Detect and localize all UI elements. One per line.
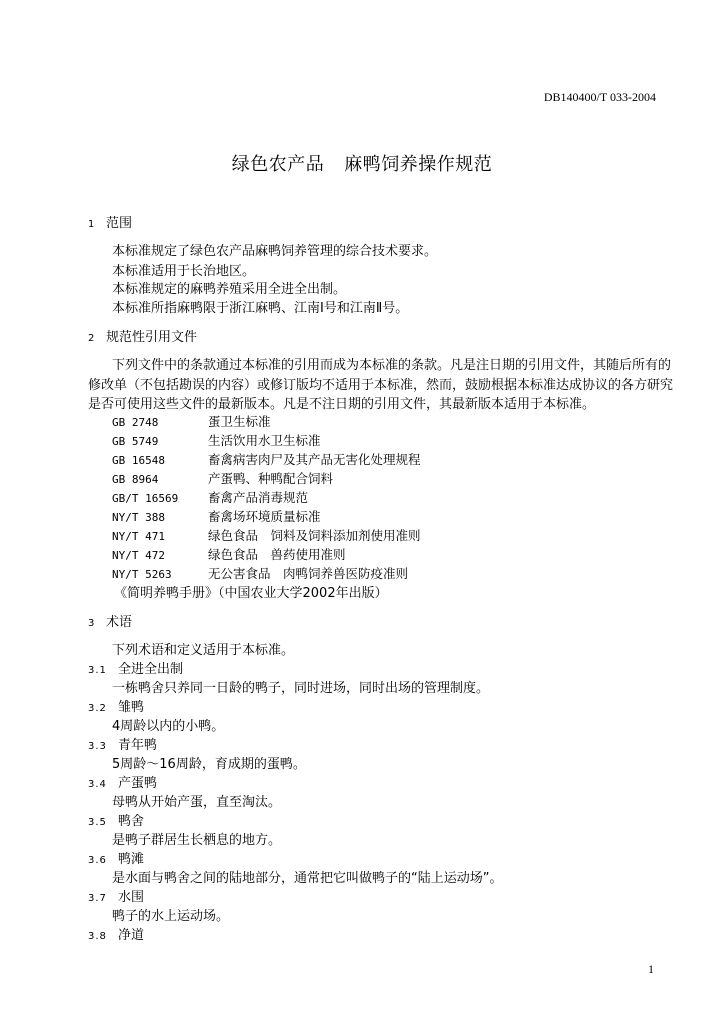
term-definition: 4周龄以内的小鸭。 bbox=[112, 719, 225, 734]
reference-name: 畜禽病害肉尸及其产品无害化处理规程 bbox=[208, 452, 421, 467]
term-number: 3.7 bbox=[88, 893, 107, 904]
reference-code: GB 5749 bbox=[112, 435, 159, 448]
term-definition: 母鸭从开始产蛋，直至淘汰。 bbox=[112, 795, 282, 810]
section-1-line: 本标准所指麻鸭限于浙江麻鸭、江南Ⅰ号和江南Ⅱ号。 bbox=[112, 301, 409, 316]
term-heading bbox=[88, 696, 144, 715]
reference-item bbox=[112, 488, 308, 506]
term-name: 产蛋鸭 bbox=[118, 776, 158, 791]
term-definition: 一栋鸭舍只养同一日龄的鸭子，同时进场，同时出场的管理制度。 bbox=[112, 681, 490, 696]
title-part-1: 绿色农产品 bbox=[231, 154, 325, 175]
reference-book: 《简明养鸭手册》（中国农业大学2002年出版） bbox=[114, 586, 388, 601]
term-heading bbox=[88, 924, 144, 943]
section-title: 术语 bbox=[106, 615, 133, 630]
reference-item bbox=[112, 469, 333, 487]
section-title: 范围 bbox=[106, 216, 133, 231]
section-2-paragraph-line: 下列文件中的条款通过本标准的引用而成为本标准的条款。凡是注日期的引用文件，其随后所有的 bbox=[112, 358, 672, 373]
section-1-heading bbox=[88, 212, 132, 231]
section-number: 2 bbox=[88, 333, 95, 344]
section-number: 1 bbox=[88, 219, 95, 230]
term-heading bbox=[88, 772, 157, 791]
term-definition: 是水面与鸭舍之间的陆地部分，通常把它叫做鸭子的“陆上运动场”。 bbox=[112, 871, 503, 886]
document-number: DB140400/T 033-2004 bbox=[543, 90, 656, 104]
term-heading bbox=[88, 886, 144, 905]
reference-code: GB 8964 bbox=[112, 473, 159, 486]
term-number: 3.6 bbox=[88, 855, 107, 866]
term-heading bbox=[88, 848, 144, 867]
section-2-paragraph-line: 是否可使用这些文件的最新版本。凡是不注日期的引用文件，其最新版本适用于本标准。 bbox=[88, 397, 596, 412]
reference-item bbox=[112, 412, 271, 430]
section-1-line: 本标准规定了绿色农产品麻鸭饲养管理的综合技术要求。 bbox=[112, 244, 438, 259]
section-3-intro: 下列术语和定义适用于本标准。 bbox=[112, 643, 295, 658]
section-number: 3 bbox=[88, 618, 95, 629]
reference-item bbox=[112, 431, 321, 449]
reference-code: GB 2748 bbox=[112, 416, 159, 429]
reference-code: NY/T 5263 bbox=[112, 568, 172, 581]
term-name: 雏鸭 bbox=[118, 700, 145, 715]
reference-name: 畜禽场环境质量标准 bbox=[208, 509, 321, 524]
term-number: 3.8 bbox=[88, 931, 107, 942]
document-title bbox=[0, 150, 724, 176]
term-definition: 5周龄～16周龄，育成期的蛋鸭。 bbox=[112, 757, 306, 772]
reference-name: 绿色食品 饲料及饲料添加剂使用准则 bbox=[208, 528, 421, 543]
reference-name: 绿色食品 兽药使用准则 bbox=[208, 547, 346, 562]
title-part-2: 麻鸭饲养操作规范 bbox=[344, 154, 493, 175]
reference-item bbox=[112, 545, 346, 563]
reference-item bbox=[112, 564, 408, 582]
term-number: 3.1 bbox=[88, 665, 107, 676]
reference-code: NY/T 472 bbox=[112, 549, 165, 562]
term-number: 3.2 bbox=[88, 703, 107, 714]
section-title: 规范性引用文件 bbox=[106, 330, 198, 345]
term-name: 水围 bbox=[118, 890, 145, 905]
section-2-heading bbox=[88, 326, 197, 345]
reference-name: 蛋卫生标准 bbox=[208, 414, 271, 429]
reference-code: NY/T 388 bbox=[112, 511, 165, 524]
term-heading bbox=[88, 810, 144, 829]
section-3-heading bbox=[88, 611, 132, 630]
reference-code: NY/T 471 bbox=[112, 530, 165, 543]
section-1-line: 本标准适用于长治地区。 bbox=[112, 264, 256, 279]
section-2-paragraph-line: 修改单（不包括勘误的内容）或修订版均不适用于本标准，然而，鼓励根据本标准达成协议的各方研究 bbox=[88, 378, 674, 393]
reference-code: GB 16548 bbox=[112, 454, 165, 467]
term-name: 净道 bbox=[118, 928, 145, 943]
reference-name: 生活饮用水卫生标准 bbox=[208, 433, 321, 448]
term-number: 3.3 bbox=[88, 741, 107, 752]
term-number: 3.5 bbox=[88, 817, 107, 828]
page-number: 1 bbox=[648, 962, 654, 976]
term-name: 全进全出制 bbox=[118, 662, 184, 677]
term-heading bbox=[88, 734, 157, 753]
term-number: 3.4 bbox=[88, 779, 107, 790]
reference-name: 产蛋鸭、种鸭配合饲料 bbox=[208, 471, 334, 486]
reference-code: GB/T 16569 bbox=[112, 492, 179, 505]
term-name: 鸭滩 bbox=[118, 852, 145, 867]
section-1-line: 本标准规定的麻鸭养殖采用全进全出制。 bbox=[112, 282, 347, 297]
term-definition: 是鸭子群居生长栖息的地方。 bbox=[112, 833, 282, 848]
reference-item bbox=[112, 507, 321, 525]
term-definition: 鸭子的水上运动场。 bbox=[112, 909, 230, 924]
reference-item bbox=[112, 450, 421, 468]
reference-name: 畜禽产品消毒规范 bbox=[208, 490, 309, 505]
term-name: 鸭舍 bbox=[118, 814, 145, 829]
term-name: 青年鸭 bbox=[118, 738, 158, 753]
reference-name: 无公害食品 肉鸭饲养兽医防疫准则 bbox=[208, 566, 409, 581]
term-heading bbox=[88, 658, 183, 677]
reference-item bbox=[112, 526, 421, 544]
